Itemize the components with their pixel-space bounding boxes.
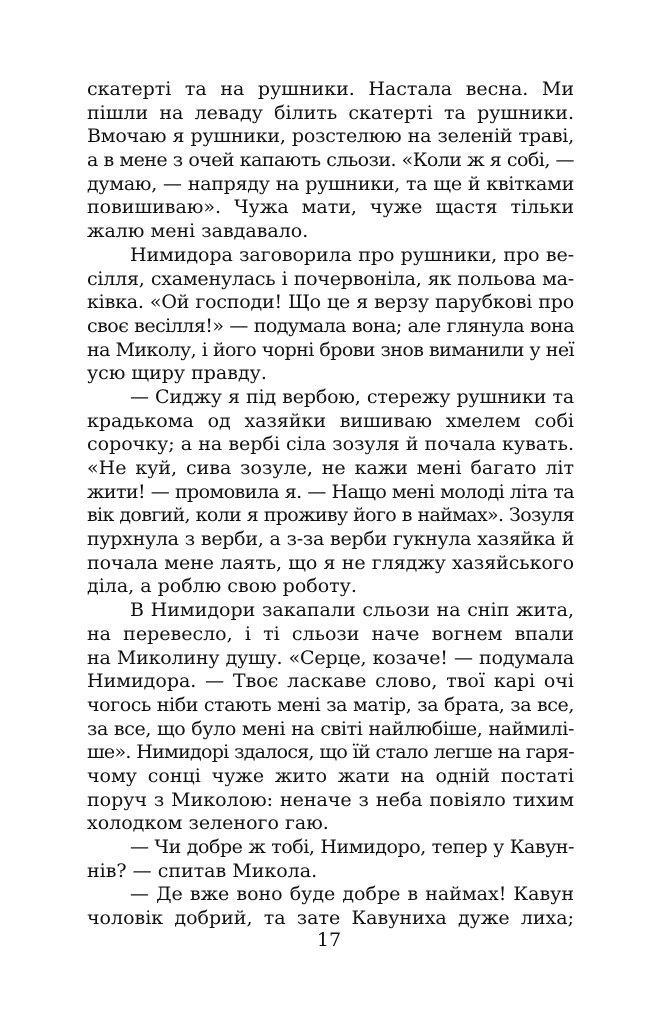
text-line: а в мене з очей капають сльози. «Коли ж я собі, — [87,149,574,172]
text-line: чогось ніби стають мені за матір, за брата, за все, [87,693,574,716]
text-line: вік довгий, коли я проживу його в наймах». Зозуля [87,504,574,527]
text-line: пурхнула з верби, а з-за верби гукнула хазяйка й [87,528,574,551]
text-line: почала мене лаять, що я не гляджу хазяйського [87,551,574,574]
text-line: скатерті та на рушники. Настала весна. Ми [87,78,574,100]
text-line: сорочку; а на вербі сіла зозуля й почала кувать. [87,433,574,456]
body-text [87,78,574,931]
text-line: Нимидора заговорила про рушники, про ве- [130,243,574,266]
text-line: крадькома од хазяйки вишиваю хмелем собі [87,409,574,432]
text-line: усю щиру правду. [87,362,267,385]
text-line: пішли на леваду білить скатерті та рушники. [87,101,574,124]
text-line: холодком зеленого гаю. [87,812,329,835]
text-line: «Не куй, сива зозуле, не кажи мені багато літ [87,457,574,479]
text-line: повишиваю». Чужа мати, чуже щастя тільки [87,196,574,219]
text-line: за все, що було мені на світі найлюбіше, наймилі- [87,717,574,740]
text-line: ше». Нимидорі здалося, що їй стало легше на гаря- [87,741,574,764]
text-line: сілля, схаменулась і почервоніла, як польова ма- [87,267,574,290]
text-line: Нимидора. — Твоє ласкаве слово, твої карі очі [87,670,574,693]
text-line: поруч з Миколою: неначе з неба повіяло тихим [87,788,574,811]
text-line: В Нимидори закапали сльози на сніп жита, [130,599,574,622]
text-line: — Сиджу я під вербою, стережу рушники та [130,385,574,408]
text-line: нів? — спитав Микола. [87,859,318,882]
text-line: чому сонці чуже жито жати на одній постаті [87,764,574,787]
page-number: 17 [316,929,342,951]
text-line: жалю мені завдавало. [87,220,309,243]
text-line: на Миколу, і його чорні брови знов виманили у неї [87,338,574,361]
text-line: жити! — промовила я. — Нащо мені молоді літа та [87,480,574,503]
text-line: своє весілля!» — подумала вона; але глянула вона [87,314,574,337]
text-line: — Чи добре ж тобі, Нимидоро, тепер у Кавун- [130,836,574,858]
text-line: думаю, — напряду на рушники, та ще й квітками [87,172,574,195]
text-line: на Миколину душу. «Серце, козаче! — подумала [87,646,574,669]
text-line: чоловік добрий, та зате Кавуниха дуже лиха; [87,907,574,930]
text-line: діла, а роблю свою роботу. [87,575,357,598]
text-line: на перевесло, і ті сльози наче вогнем впали [87,622,574,645]
text-line: — Де вже воно буде добре в наймах! Кавун [130,883,574,906]
text-line: ківка. «Ой господи! Що це я верзу парубкові про [87,291,574,314]
text-line: Вмочаю я рушники, розстелюю на зеленій траві, [87,125,574,148]
